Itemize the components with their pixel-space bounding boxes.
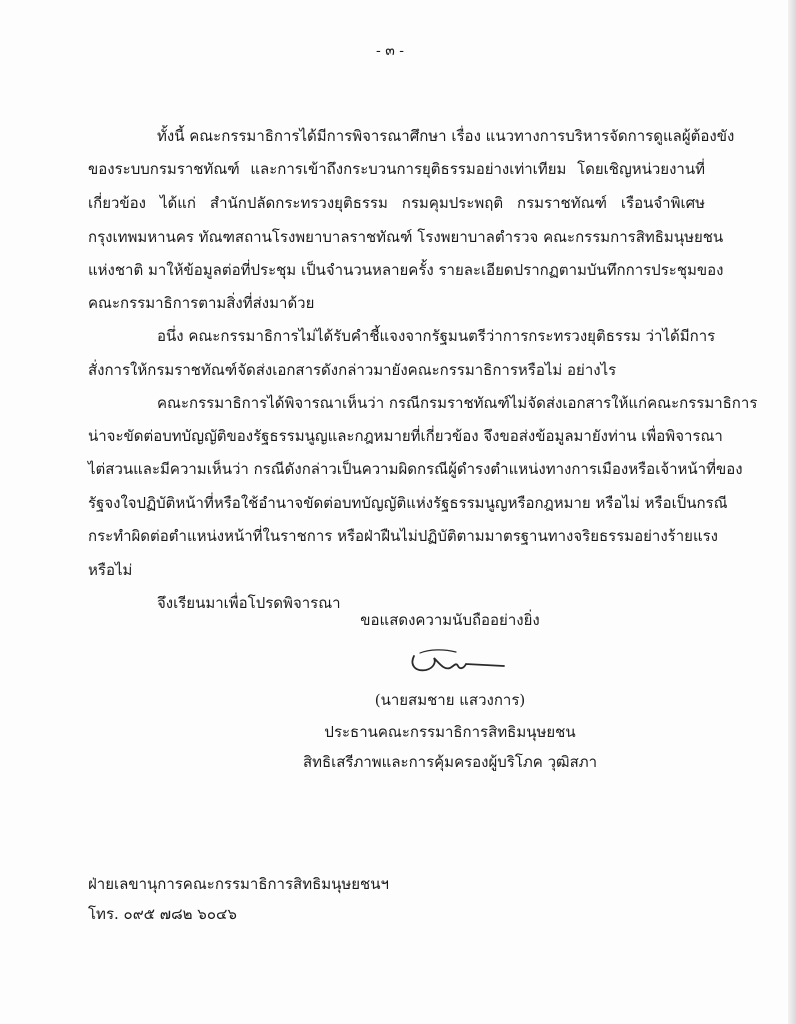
paragraph-1-line-1: ทั้งนี้ คณะกรรมาธิการได้มีการพิจารณาศึกษา เรื่อง แนวทางการบริหารจัดการดูแลผู้ต้องขัง xyxy=(157,127,735,145)
paragraph-3-line-4: รัฐจงใจปฏิบัติหน้าที่หรือใช้อำนาจขัดต่อบทบัญญัติแห่งรัฐธรรมนูญหรือกฎหมาย หรือไม่ หรือเป็นกรณี xyxy=(88,494,728,512)
paragraph-1-line-3: เกี่ยวข้อง ได้แก่ สำนักปลัดกระทรวงยุติธรรม กรมคุมประพฤติ กรมราชทัณฑ์ เรือนจำพิเศษ xyxy=(88,194,705,212)
paragraph-3-line-5: กระทำผิดต่อตำแหน่งหน้าที่ในราชการ หรือฝ่าฝืนไม่ปฏิบัติตามมาตรฐานทางจริยธรรมอย่างร้ายแรง xyxy=(88,527,718,545)
closing-request: จึงเรียนมาเพื่อโปรดพิจารณา xyxy=(157,594,341,612)
footer-department: ฝ่ายเลขานุการคณะกรรมาธิการสิทธิมนุษยชนฯ xyxy=(88,875,389,893)
paragraph-1-line-2: ของระบบกรมราชทัณฑ์ และการเข้าถึงกระบวนการยุติธรรมอย่างเท่าเทียม โดยเชิญหน่วยงานที่ xyxy=(88,160,705,178)
paragraph-1-line-5: แห่งชาติ มาให้ข้อมูลต่อที่ประชุม เป็นจำนวนหลายครั้ง รายละเอียดปรากฏตามบันทึกการประชุมของ xyxy=(88,261,724,279)
footer-phone: โทร. ๐๙๕ ๗๘๒ ๖๐๔๖ xyxy=(88,905,237,923)
paragraph-3-line-6: หรือไม่ xyxy=(88,561,133,579)
paragraph-1-line-6: คณะกรรมาธิการตามสิ่งที่ส่งมาด้วย xyxy=(88,294,315,312)
paragraph-3-line-3: ไต่สวนและมีความเห็นว่า กรณีดังกล่าวเป็นความผิดกรณีผู้ดำรงตำแหน่งทางการเมืองหรือเจ้าหน้าที่ของ xyxy=(88,460,743,478)
signatory-title-line-2: สิทธิเสรีภาพและการคุ้มครองผู้บริโภค วุฒิสภา xyxy=(302,753,598,771)
paragraph-2-line-2: สั่งการให้กรมราชทัณฑ์จัดส่งเอกสารดังกล่าวมายังคณะกรรมาธิการหรือไม่ อย่างไร xyxy=(88,361,617,379)
signatory-name: (นายสมชาย แสวงการ) xyxy=(374,691,526,709)
salutation: ขอแสดงความนับถืออย่างยิ่ง xyxy=(360,611,540,629)
signatory-title-line-1: ประธานคณะกรรมาธิการสิทธิมนุษยชน xyxy=(324,723,576,741)
page-number: - ๓ - xyxy=(376,43,404,59)
paragraph-3-line-2: น่าจะขัดต่อบทบัญญัติของรัฐธรรมนูญและกฎหมายที่เกี่ยวข้อง จึงขอส่งข้อมูลมายังท่าน เพื่อพิจารณา xyxy=(88,427,723,445)
page-edge-shadow xyxy=(788,0,796,1024)
paragraph-2-line-1: อนึ่ง คณะกรรมาธิการไม่ได้รับคำชี้แจงจากรัฐมนตรีว่าการกระทรวงยุติธรรม ว่าได้มีการ xyxy=(157,327,716,345)
paragraph-3-line-1: คณะกรรมาธิการได้พิจารณาเห็นว่า กรณีกรมราชทัณฑ์ไม่จัดส่งเอกสารให้แก่คณะกรรมาธิการ xyxy=(157,394,758,412)
handwritten-signature xyxy=(400,640,510,686)
paragraph-1-line-4: กรุงเทพมหานคร ทัณฑสถานโรงพยาบาลราชทัณฑ์ โรงพยาบาลตำรวจ คณะกรรมการสิทธิมนุษยชน xyxy=(88,228,724,246)
